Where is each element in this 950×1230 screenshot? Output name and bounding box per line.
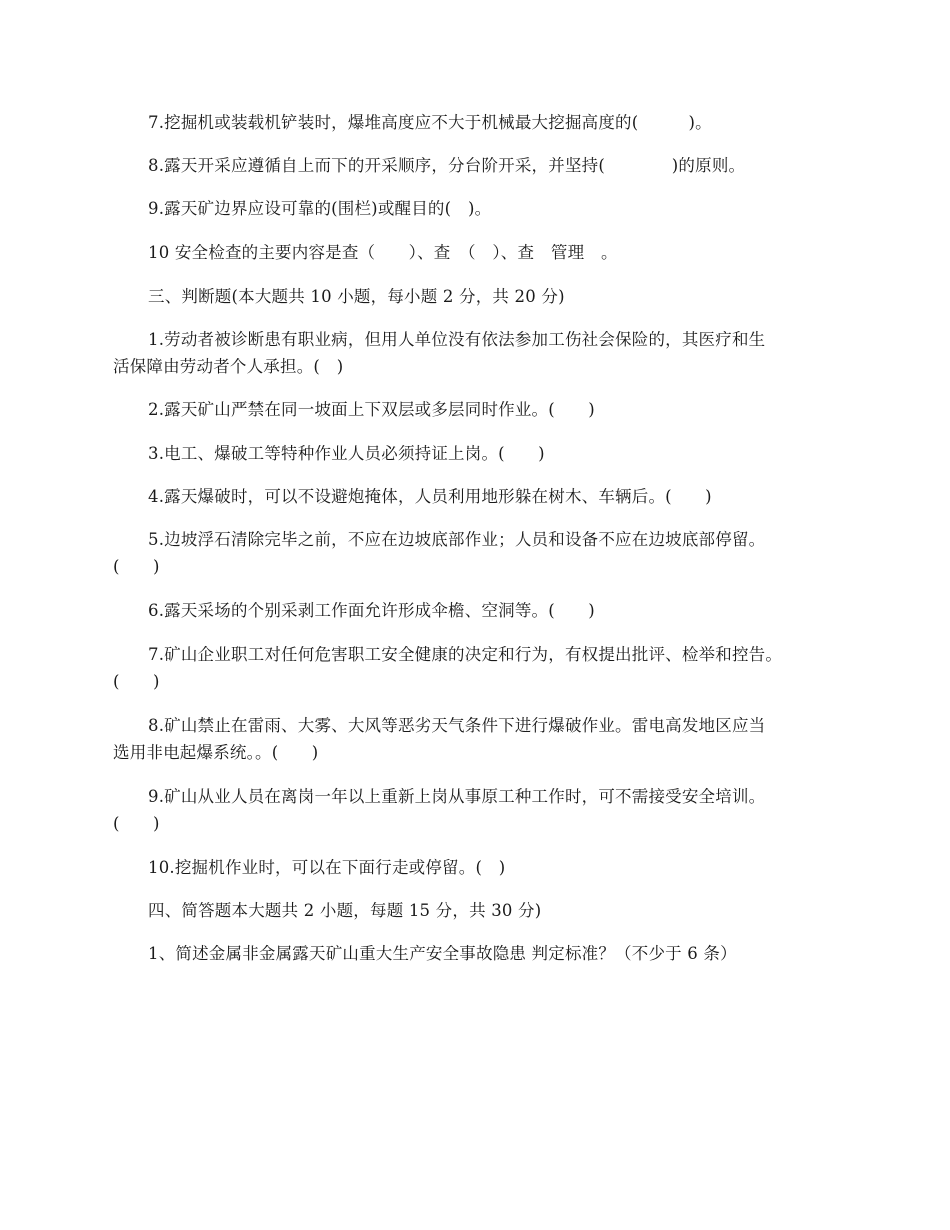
fill-in-question-8: 8.露天开采应遵循自上而下的开采顺序，分台阶开采，并坚持( )的原则。 — [148, 156, 746, 175]
judgement-question-5-line-2: ( ) — [113, 557, 160, 576]
judgement-question-8-line-2: 选用非电起爆系统。。( ) — [113, 743, 319, 762]
judgement-question-9-line-1: 9.矿山从业人员在离岗一年以上重新上岗从事原工种工作时，可不需接受安全培训。 — [148, 787, 766, 806]
fill-in-question-7: 7.挖掘机或装载机铲装时，爆堆高度应不大于机械最大挖掘高度的( )。 — [148, 113, 712, 132]
short-answer-question-1: 1、简述金属非金属露天矿山重大生产安全事故隐患 判定标准？（不少于 6 条） — [148, 944, 737, 963]
judgement-question-6: 6.露天采场的个别采剥工作面允许形成伞檐、空洞等。( ) — [148, 601, 595, 620]
judgement-question-10: 10.挖掘机作业时，可以在下面行走或停留。( ) — [148, 858, 506, 877]
judgement-question-2: 2.露天矿山严禁在同一坡面上下双层或多层同时作业。( ) — [148, 400, 595, 419]
judgement-question-3: 3.电工、爆破工等特种作业人员必须持证上岗。( ) — [148, 444, 545, 463]
fill-in-question-9: 9.露天矿边界应设可靠的(围栏)或醒目的( )。 — [148, 199, 492, 218]
fill-in-question-10: 10 安全检查的主要内容是查（ ）、查 （ ）、查 管理 。 — [148, 243, 618, 262]
judgement-question-4: 4.露天爆破时，可以不设避炮掩体，人员利用地形躲在树木、车辆后。( ) — [148, 487, 712, 506]
section-4-heading: 四、简答题本大题共 2 小题，每题 15 分，共 30 分) — [148, 901, 542, 920]
judgement-question-9-line-2: ( ) — [113, 814, 160, 833]
judgement-question-1-line-1: 1.劳动者被诊断患有职业病，但用人单位没有依法参加工伤社会保险的，其医疗和生 — [148, 330, 766, 349]
judgement-question-7-line-2: ( ) — [113, 672, 160, 691]
section-3-heading: 三、判断题(本大题共 10 小题，每小题 2 分，共 20 分) — [148, 287, 565, 306]
judgement-question-1-line-2: 活保障由劳动者个人承担。( ) — [113, 357, 344, 376]
judgement-question-7-line-1: 7.矿山企业职工对任何危害职工安全健康的决定和行为，有权提出批评、检举和控告。 — [148, 645, 783, 664]
judgement-question-5-line-1: 5.边坡浮石清除完毕之前，不应在边坡底部作业；人员和设备不应在边坡底部停留。 — [148, 530, 766, 549]
judgement-question-8-line-1: 8.矿山禁止在雷雨、大雾、大风等恶劣天气条件下进行爆破作业。雷电高发地区应当 — [148, 716, 766, 735]
